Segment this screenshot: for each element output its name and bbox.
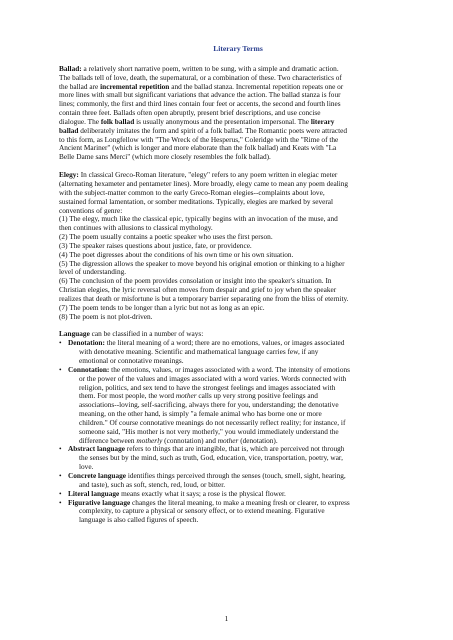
page-title: Literary Terms (213, 44, 263, 53)
ballad-term: Ballad: (59, 63, 82, 73)
list-item-denotation: • Denotation: the literal meaning of a word; there are no emotions, values, or images associated with denotative meaning. Scientific and mathematical language carries few, if any emotional or connotative meanings. (59, 338, 345, 365)
language-term: Language (59, 329, 90, 339)
bullet-icon: • (59, 497, 62, 507)
language-list (59, 339, 417, 525)
ballad-paragraph: Ballad: a relatively short narrative poem, written to be sung, with a simple and dramatic action. The ballads tell of love, death, the supernatural, or a combination of these. Two characteristics of the ballad are incremental repetition and the ballad stanza. Incremental repetition repeats one or more lines with small but significant variations that advance the action. The ballad stanza is four lines; commonly, the first and third lines contain four feet or accents, the second and fourth lines contain three feet. Ballads often open abruptly, present brief descriptions, and use concise dialogue. The folk ballad is usually anonymous and the presentation impersonal. The literary ballad deliberately imitates the form and spirit of a folk ballad. The Romantic poets were attracted to this form, as Longfellow with "The Wreck of the Hesperus," Coleridge with the "Rime of the Ancient Mariner" (which is longer and more elaborate than the folk ballad) and Keats with "La Belle Dame sans Merci" (which more closely resembles the folk ballad). (59, 63, 348, 162)
elegy-paragraph: Elegy: In classical Greco-Roman literature, "elegy" refers to any poem written in elegiac meter (alternating hexameter and pentameter lines). More broadly, elegy came to mean any poem dealing with the subject-matter common to the early Greco-Roman elegies--complaints about love, sustained formal lamentation, or somber meditations. Typically, elegies are marked by several conventions of genre: (1) The elegy, much like the classical epic, typically begins with an invocation of the muse, and then continues with allusions to classical mythology. (2) The poem usually contains a poetic speaker who uses the first person. (3) The speaker raises questions about justice, fate, or providence. (4) The poet digresses about the conditions of his own time or his own situation. (5) The digression allows the speaker to move beyond his original emotion or thinking to a higher level of understanding. (6) The conclusion of the poem provides consolation or insight into the speaker's situation. In Christian elegies, the lyric reversal often moves from despair and grief to joy when the speaker realizes that death or misfortune is but a temporary barrier separating one from the bliss of eternity. (7) The poem tends to be longer than a lyric but not as long as an epic. (8) The poem is not plot-driven. (59, 170, 349, 321)
bullet-icon: • (59, 364, 62, 374)
bullet-icon: • (59, 338, 62, 348)
folk-ballad-term: folk ballad (100, 116, 135, 126)
list-item-concrete: • Concrete language identifies things perceived through the senses (touch, smell, sight, hearing, and taste), such as soft, stench, red, loud, or bitter. (59, 470, 346, 489)
ballad-term-2: ballad (59, 125, 79, 135)
page-number: 1 (224, 614, 229, 623)
language-section: Language can be classified in a number of ways: • Denotation: the literal meaning of a word; there are no emotions, values, or images associated with denotative meaning. Scientific and mathematical language carries few, if any emotional or connotative meanings. • Connotation: the emotions, values, or images associated with a word. The intensity of emotions or the power of the values and images associated with a word varies. Words connected with religion, politics, and sex tend to have the strongest feelings and images associated with them. For most people, the word mother calls up very strong positive feelings and associations--loving, self-sacrificing, always there for you, understanding; the denotative meaning, on the other hand, is simply "a female animal who has borne one or more children." Of course connotative meanings do not necessarily reflect reality; for instance, if someone said, "His mother is not very motherly," you would immediately understand the difference between motherly (connotation) and mother (denotation). • Abstract language refers to things that are intangible, that is, which are perceived not through the senses but by the mind, such as truth, God, education, vice, transportation, poetry, war, love. • Concrete language identifies things perceived through the senses (touch, smell, sight, hearing, and taste), such as soft, stench, red, loud, or bitter. • Literal language means exactly what it says; a rose is the physical flower. • Figurative language changes the literal meaning, to make a meaning fresh or clearer, to express complexity, to capture a physical or sensory effect, or to extend meaning. Figurative language is also called figures of speech. (59, 330, 417, 525)
list-item-abstract: • Abstract language refers to things that are intangible, that is, which are perceived not through the senses but by the mind, such as truth, God, education, vice, transportation, poetry, war, love. (59, 444, 345, 472)
bullet-icon: • (59, 488, 62, 498)
bullet-icon: • (59, 470, 62, 480)
literary-term: literary (310, 116, 335, 126)
elegy-term: Elegy: (59, 170, 79, 180)
list-item-figurative: • Figurative language changes the literal meaning, to make a meaning fresh or clearer, to express complexity, to capture a physical or sensory effect, or to extend meaning. Figurative language is also called figures of speech. (59, 497, 350, 525)
list-item-connotation: • Connotation: the emotions, values, or images associated with a word. The intensity of emotions or the power of the values and images associated with a word varies. Words connected with religion, politics, and sex tend to have the strongest feelings and images associated with them. For most people, the word mother calls up very strong positive feelings and associations--loving, self-sacrificing, always there for you, understanding; the denotative meaning, on the other hand, is simply "a female animal who has borne one or more children." Of course connotative meanings do not necessarily reflect reality; for instance, if someone said, "His mother is not very motherly," you would immediately understand the difference between motherly (connotation) and mother (denotation). (59, 364, 350, 445)
incremental-repetition-term: incremental repetition (100, 81, 170, 91)
list-item-literal: • Literal language means exactly what it says; a rose is the physical flower. (59, 488, 286, 498)
bullet-icon: • (59, 444, 62, 454)
